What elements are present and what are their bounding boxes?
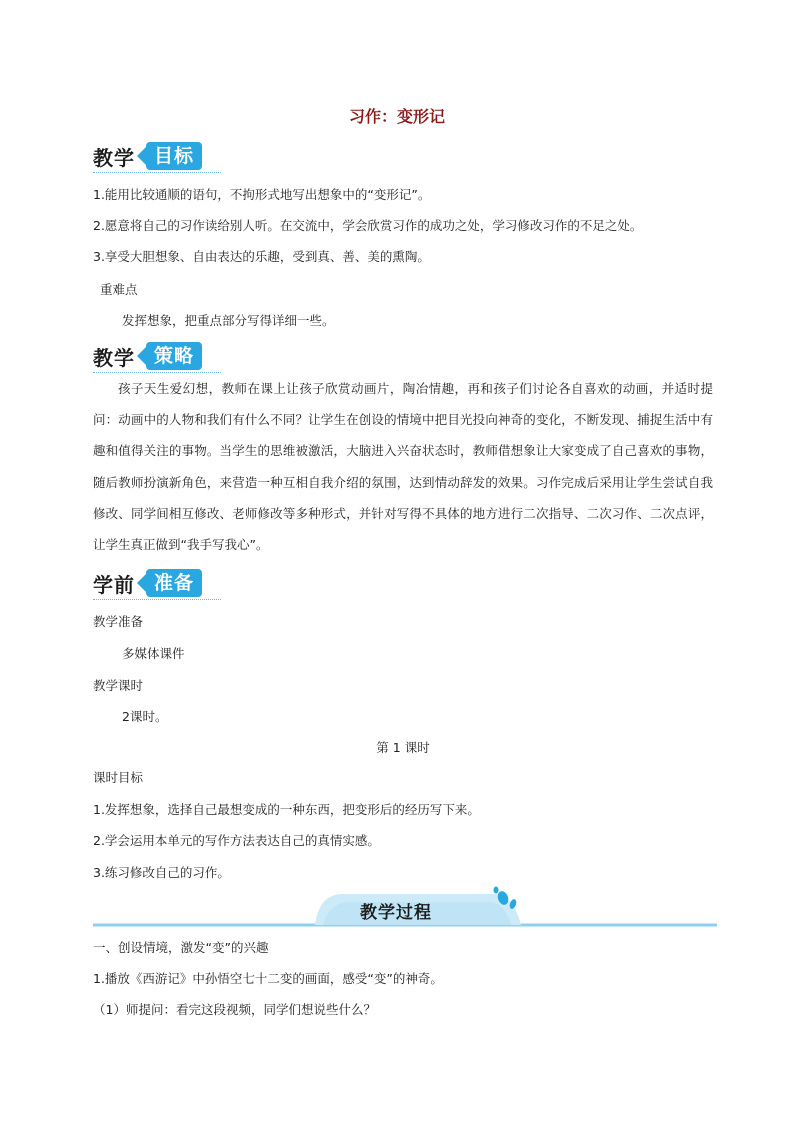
lesson-goals-label: 课时目标 <box>93 770 144 785</box>
section-header-plain: 学前 <box>93 572 135 597</box>
process-banner-title: 教学过程 <box>360 903 432 923</box>
prep-label: 教学课时 <box>93 678 144 693</box>
lesson-title: 第 1 课时 <box>376 740 430 755</box>
strategy-paragraph: 孩子天生爱幻想，教师在课上让孩子欣赏动画片，陶冶情趣，再和孩子们讨论各自喜欢的动画，并适时提问：动画中的人物和我们有什么不同？让学生在创设的情境中把目光投向神奇的变化，不断发现、捕捉生活中有趣和值得关注的事物。当学生的思维被激活，大脑进入兴奋状态时，教师借想象让大家变成了自己喜欢的事物，随后教师扮演新角色，来营造一种互相自我介绍的氛围，达到情动辞发的效果。习作完成后采用让学生尝试自我修改、同学间相互修改、老师修改等多种形式，并针对写得不具体的地方进行二次指导、二次习作、二次点评，让学生真正做到“我手写我心”。 <box>93 381 713 553</box>
section-header-prep <box>93 567 202 599</box>
process-item: 1.播放《西游记》中孙悟空七十二变的画面，感受“变”的神奇。 <box>93 971 443 986</box>
process-item: 一、创设情境，激发“变”的兴趣 <box>93 940 269 955</box>
lesson-goal-item: 3.练习修改自己的习作。 <box>93 865 230 880</box>
prep-value: 2课时。 <box>122 709 168 724</box>
key-points-label: 重难点 <box>100 282 138 297</box>
goal-item: 2.愿意将自己的习作读给别人听。在交流中，学会欣赏习作的成功之处，学习修改习作的不足之处。 <box>93 218 643 233</box>
lesson-goal-item: 2.学会运用本单元的写作方法表达自己的真情实感。 <box>93 833 380 848</box>
section-header-plain: 教学 <box>93 145 135 170</box>
section-header-badge: 目标 <box>137 142 202 170</box>
lesson-goal-item: 1.发挥想象，选择自己最想变成的一种东西，把变形后的经历写下来。 <box>93 802 480 817</box>
section-header-goals <box>93 140 202 172</box>
section-header-badge: 策略 <box>137 342 202 370</box>
prep-label: 教学准备 <box>93 614 144 629</box>
section-header-plain: 教学 <box>93 345 135 370</box>
section-header-strategy <box>93 340 202 372</box>
goal-item: 1.能用比较通顺的语句，不拘形式地写出想象中的“变形记”。 <box>93 187 431 202</box>
prep-value: 多媒体课件 <box>122 646 185 661</box>
key-points-text: 发挥想象，把重点部分写得详细一些。 <box>122 313 335 328</box>
section-header-badge: 准备 <box>137 569 202 597</box>
process-item: （1）师提问：看完这段视频，同学们想说些什么？ <box>93 1002 376 1017</box>
goal-item: 3.享受大胆想象、自由表达的乐趣，受到真、善、美的熏陶。 <box>93 249 430 264</box>
page-title: 习作：变形记 <box>348 107 445 126</box>
